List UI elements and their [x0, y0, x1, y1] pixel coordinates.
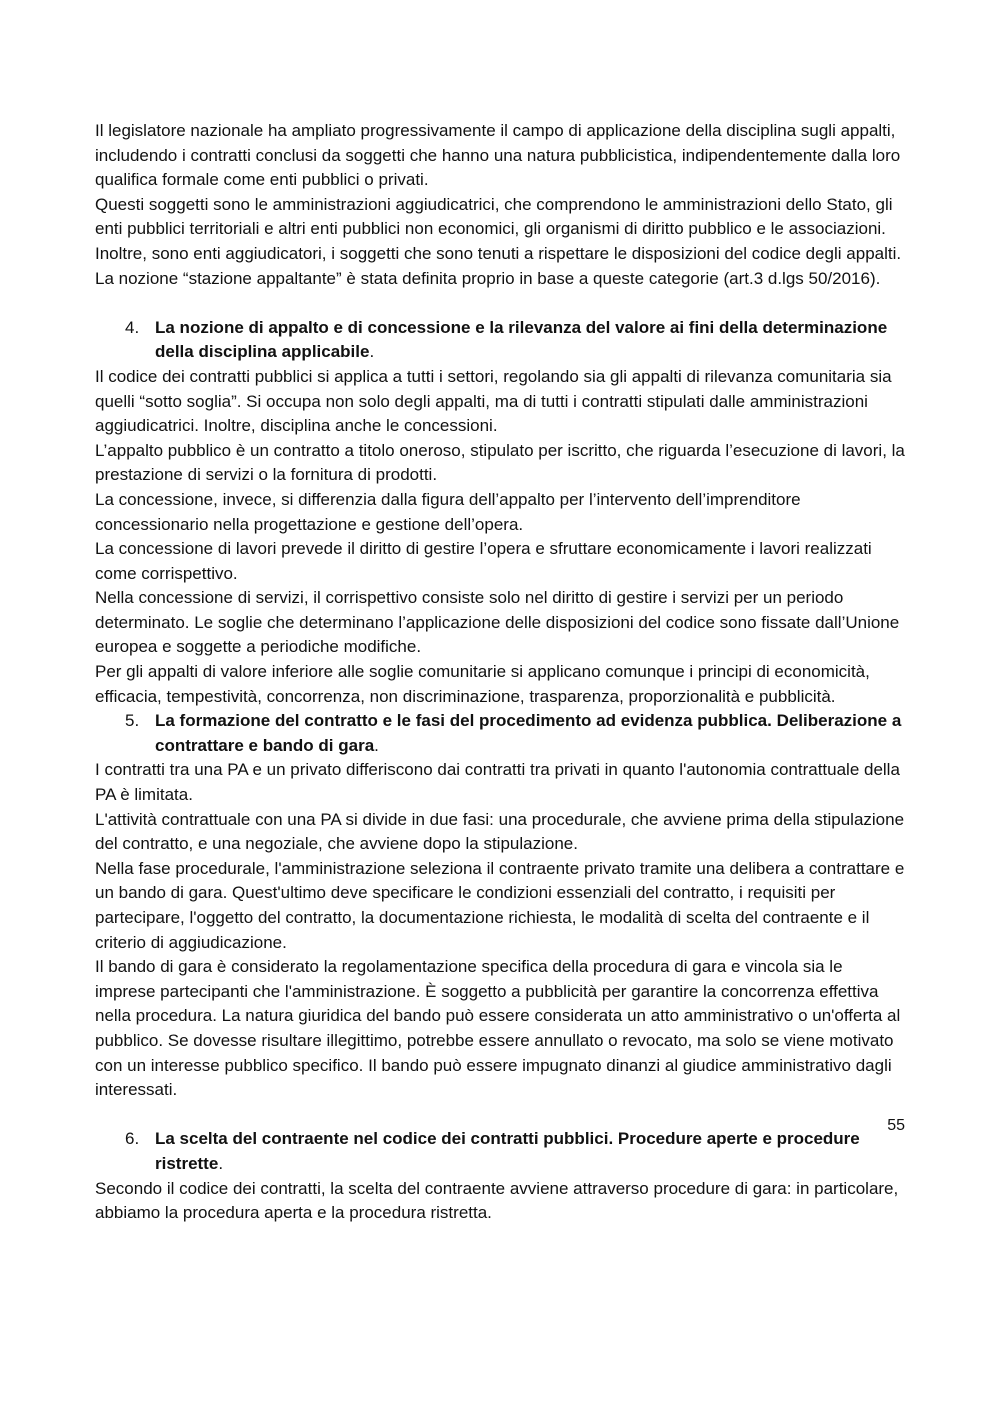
paragraph: I contratti tra una PA e un privato differiscono dai contratti tra privati in quanto l'autonomia contrattuale della PA è limitata.: [95, 760, 900, 805]
section-heading-6: [95, 1127, 905, 1176]
paragraph: Secondo il codice dei contratti, la scelta del contraente avviene attraverso procedure di gara: in particolare, abbiamo la procedura aperta e la procedura ristretta.: [95, 1178, 899, 1223]
paragraph: Questi soggetti sono le amministrazioni aggiudicatrici, che comprendono le amministrazioni dello Stato, gli enti pubblici territoriali e altri enti pubblici non economici, gli organismi di diritto pubblico e le associazioni.: [95, 194, 893, 239]
paragraph: Il bando di gara è considerato la regolamentazione specifica della procedura di gara e vincola sia le imprese partecipanti che l'amministrazione. È soggetto a pubblicità per garantire la concorrenza effettiva nella procedura. La natura giuridica del bando può essere considerata un atto amministrativo o un'offerta al pubblico. Se dovesse risultare illegittimo, potrebbe essere annullato o revocato, ma solo se viene motivato con un interesse pubblico specifico. Il bando può essere impugnato dinanzi al giudice amministrativo dagli interessati.: [95, 957, 901, 1100]
paragraph: Per gli appalti di valore inferiore alle soglie comunitarie si applicano comunque i principi di economicità, efficacia, tempestività, concorrenza, non discriminazione, trasparenza, proporzionalità e pubblicità.: [95, 662, 870, 706]
section-title-wrapper: [155, 1127, 905, 1176]
blank-line: [95, 1103, 905, 1128]
section-heading-4: [95, 316, 905, 365]
section-number: 4.: [125, 317, 140, 337]
section-title: La nozione di appalto e di concessione e la rilevanza del valore ai fini della determinazione della disciplina applicabile: [155, 317, 888, 362]
paragraph: La concessione, invece, si differenzia dalla figura dell’appalto per l’intervento dell’imprenditore concessionario nella progettazione e gestione dell’opera.: [95, 489, 801, 534]
page-body: [95, 119, 905, 1226]
title-period: .: [374, 735, 379, 755]
paragraph: L'attività contrattuale con una PA si divide in due fasi: una procedurale, che avviene prima della stipulazione del contratto, e una negoziale, che avviene dopo la stipulazione.: [95, 809, 905, 854]
paragraph: Nella fase procedurale, l'amministrazione seleziona il contraente privato tramite una delibera a contrattare e un bando di gara. Quest'ultimo deve specificare le condizioni essenziali del contratto, i requisiti per partecipare, l'oggetto del contratto, la documentazione richiesta, le modalità di scelta del contraente e il criterio di aggiudicazione.: [95, 858, 905, 952]
paragraph: L’appalto pubblico è un contratto a titolo oneroso, stipulato per iscritto, che riguarda l’esecuzione di lavori, la prestazione di servizi o la fornitura di prodotti.: [95, 440, 905, 485]
paragraph: La concessione di lavori prevede il diritto di gestire l’opera e sfruttare economicamente i lavori realizzati come corrispettivo.: [95, 539, 872, 583]
section-number: 6.: [125, 1129, 140, 1149]
paragraph: Nella concessione di servizi, il corrispettivo consiste solo nel diritto di gestire i servizi per un periodo determinato. Le soglie che determinano l’applicazione delle disposizioni del codice sono fissate dall’Unione europea e soggette a periodiche modifiche.: [95, 588, 900, 657]
title-period: .: [369, 342, 375, 362]
blank-line: [95, 291, 905, 316]
section-title: La formazione del contratto e le fasi del procedimento ad evidenza pubblica. Deliberazione a contrattare e bando di gara: [155, 711, 902, 755]
section-title-wrapper: [155, 316, 905, 365]
section-heading-5: [95, 709, 905, 758]
paragraph: Il codice dei contratti pubblici si applica a tutti i settori, regolando sia gli appalti di rilevanza comunitaria sia quelli “sotto soglia”. Si occupa non solo degli appalti, ma di tutti i contratti stipulati dalle amministrazioni aggiudicatrici. Inoltre, disciplina anche le concessioni.: [95, 366, 892, 436]
section-title-wrapper: [155, 709, 905, 758]
paragraph: Inoltre, sono enti aggiudicatori, i soggetti che sono tenuti a rispettare le disposizioni del codice degli appalti. La nozione “stazione appaltante” è stata definita proprio in base a queste categorie (art.3 d.lgs 50/2016).: [95, 243, 902, 288]
section-title: La scelta del contraente nel codice dei contratti pubblici. Procedure aperte e procedure ristrette: [155, 1129, 860, 1173]
title-period: .: [218, 1153, 224, 1173]
page-number: 55: [887, 1117, 905, 1134]
section-number: 5.: [125, 711, 140, 731]
paragraph: Il legislatore nazionale ha ampliato progressivamente il campo di applicazione della disciplina sugli appalti, includendo i contratti conclusi da soggetti che hanno una natura pubblicistica, indipendentemente dalla loro qualifica formale come enti pubblici o privati.: [95, 121, 901, 190]
